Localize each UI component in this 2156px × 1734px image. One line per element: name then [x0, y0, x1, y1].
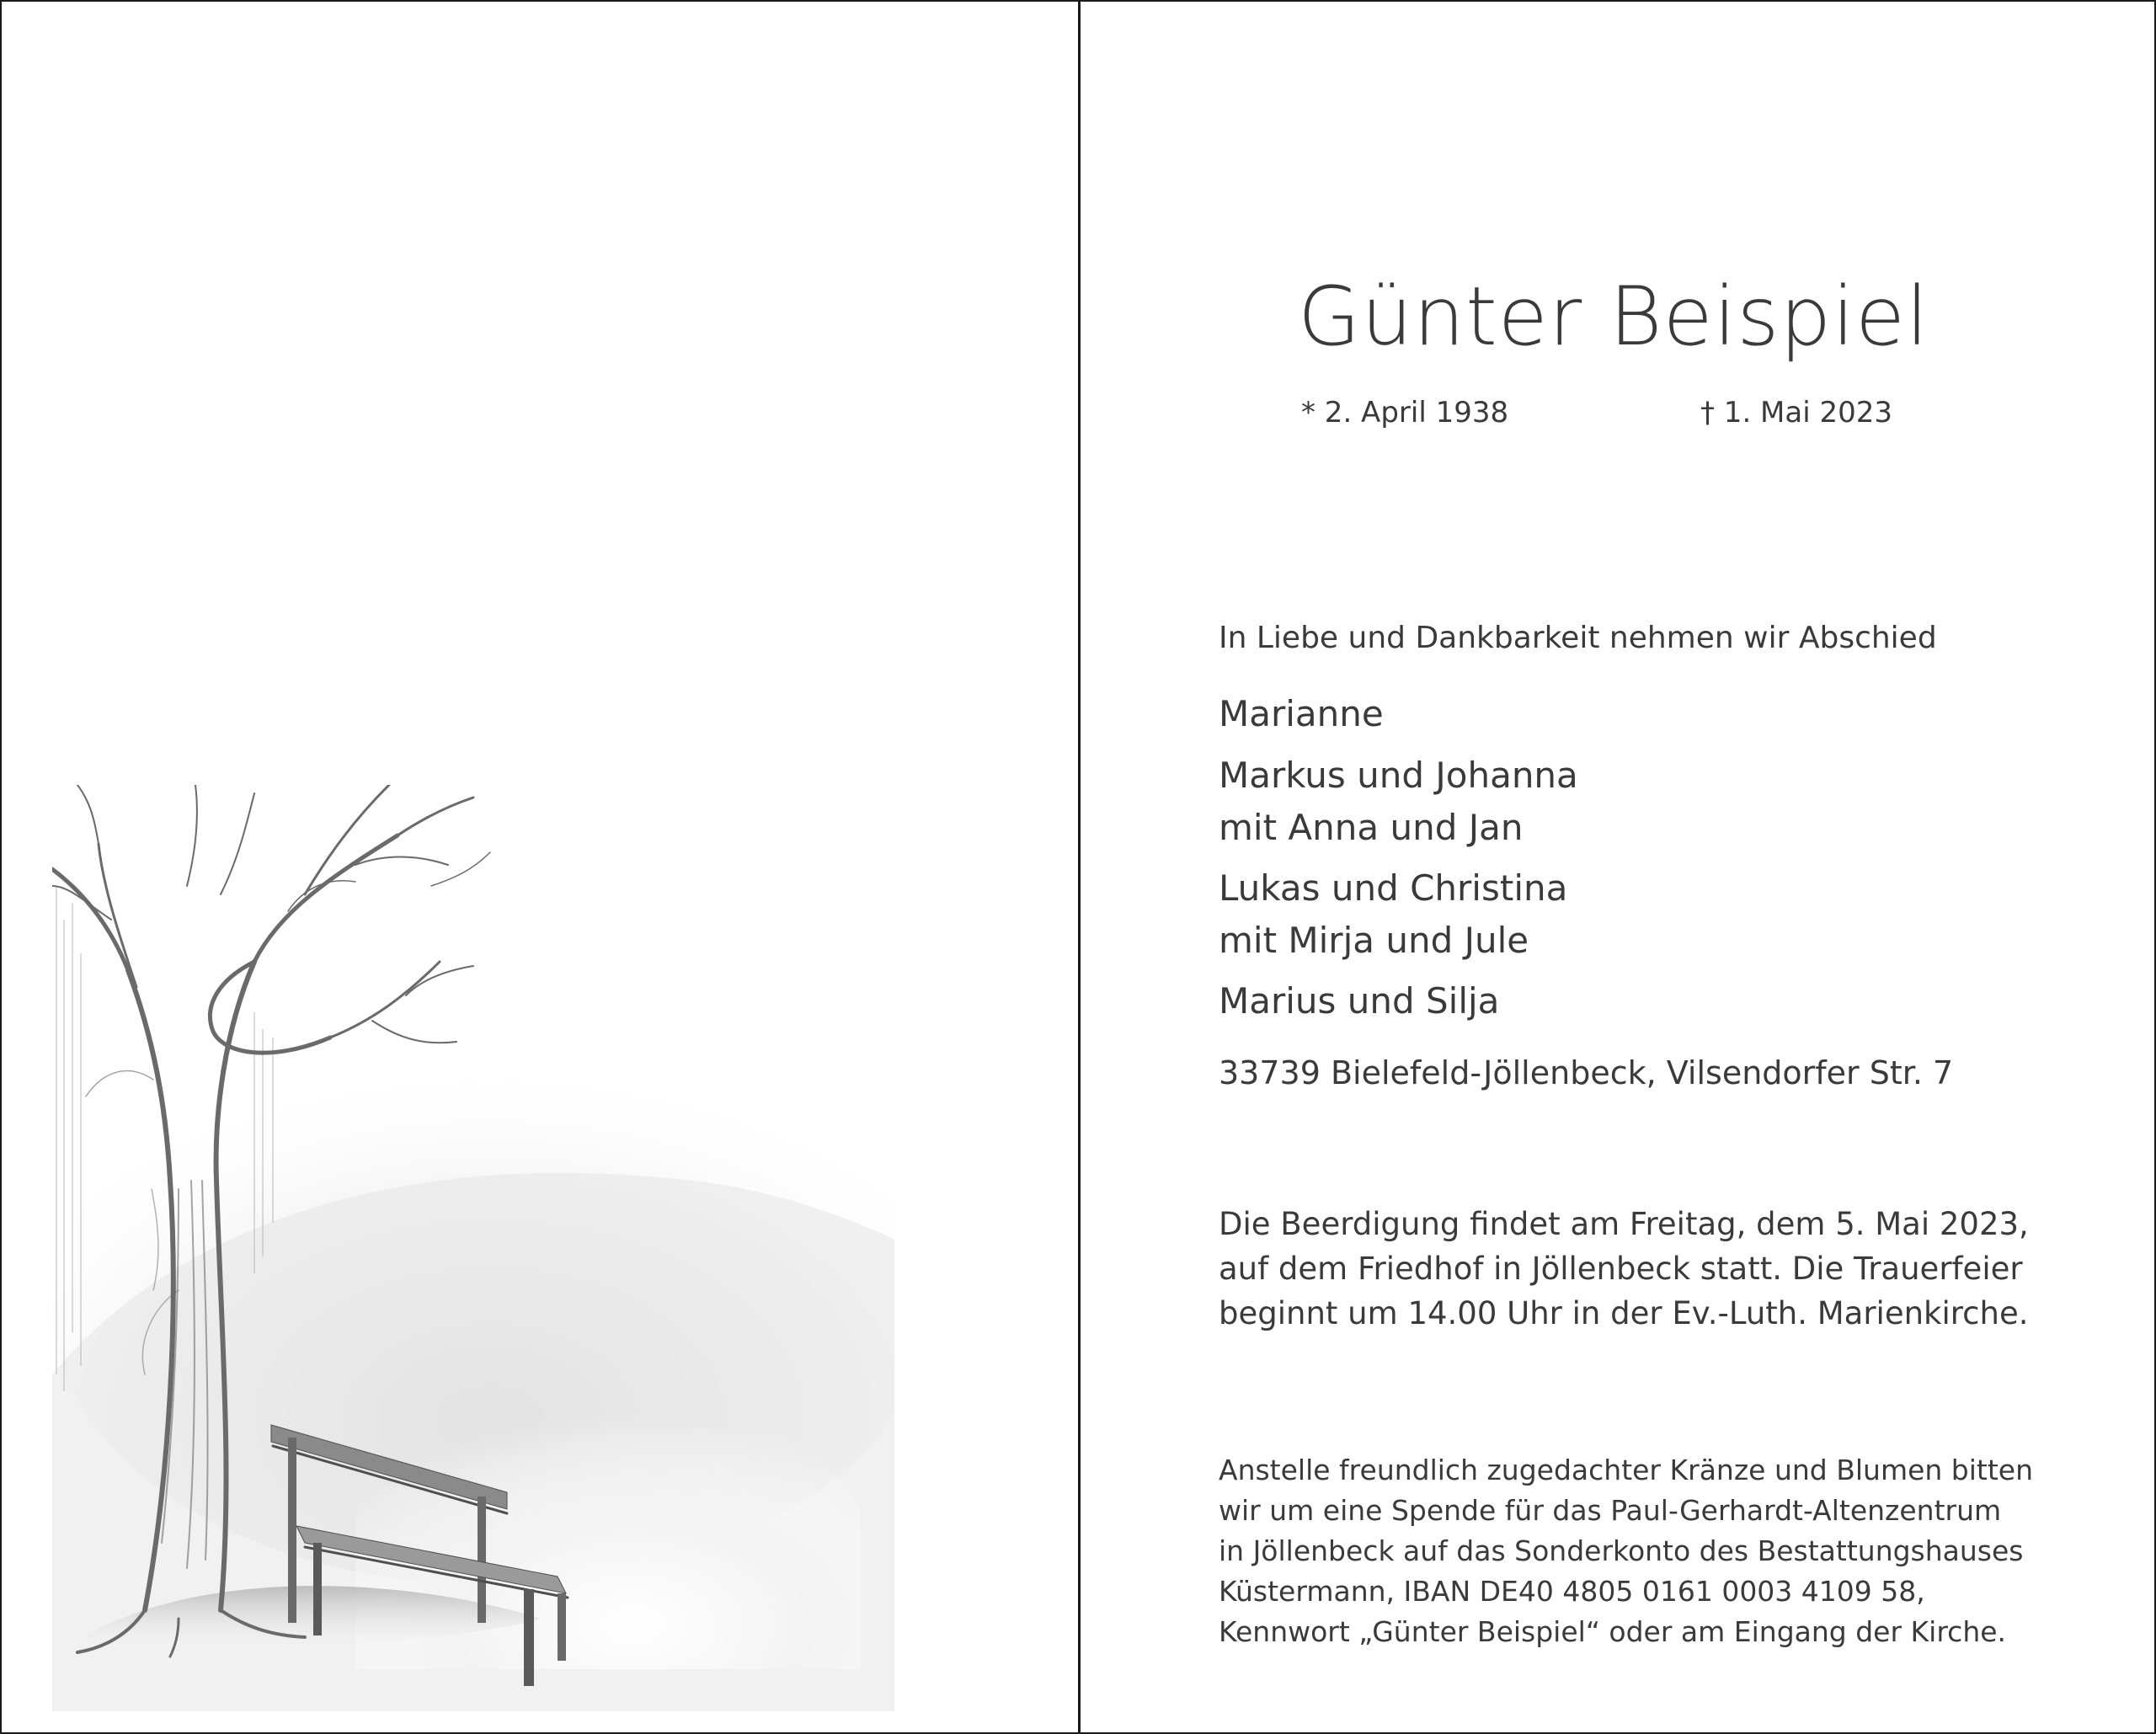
donation-notice: [1219, 1450, 2033, 1652]
funeral-line: beginnt um 14.00 Uhr in der Ev.-Luth. Marienkirche.: [1219, 1295, 2029, 1331]
birth-date: * 2. April 1938: [1301, 396, 1509, 429]
mourner-group-4: [1219, 975, 1499, 1027]
mourner-line: Markus und Johanna: [1219, 755, 1578, 796]
donation-line: wir um eine Spende für das Paul-Gerhardt-Altenzentrum: [1219, 1494, 2002, 1527]
donation-line: Kennwort „Günter Beispiel“ oder am Eingang der Kirche.: [1219, 1615, 2007, 1648]
farewell-intro: In Liebe und Dankbarkeit nehmen wir Abschied: [1219, 621, 1937, 655]
mourner-line: Lukas und Christina: [1219, 867, 1568, 909]
family-address: 33739 Bielefeld-Jöllenbeck, Vilsendorfer Str. 7: [1219, 1054, 1954, 1091]
donation-line: Küstermann, IBAN DE40 4805 0161 0003 4109 58,: [1219, 1575, 1925, 1608]
funeral-line: Die Beerdigung findet am Freitag, dem 5. Mai 2023,: [1219, 1206, 2029, 1242]
left-panel: [2, 2, 1078, 1732]
mourner-line: mit Mirja und Jule: [1219, 920, 1529, 961]
funeral-line: auf dem Friedhof in Jöllenbeck statt. Die Trauerfeier: [1219, 1251, 2023, 1287]
tree-bench-illustration: [52, 785, 894, 1711]
mourner-line: Marius und Silja: [1219, 980, 1500, 1022]
right-panel: [1081, 2, 2154, 1732]
funeral-notice: [1219, 1202, 2029, 1336]
donation-line: Anstelle freundlich zugedachter Kränze und Blumen bitten: [1219, 1454, 2034, 1486]
deceased-name: Günter Beispiel: [1298, 269, 1929, 364]
mourner-line: mit Anna und Jan: [1219, 807, 1524, 848]
mourner-line: Marianne: [1219, 693, 1384, 734]
donation-line: in Jöllenbeck auf das Sonderkonto des Bestattungshauses: [1219, 1534, 2024, 1567]
mourner-group-1: [1219, 688, 1384, 740]
death-date: † 1. Mai 2023: [1700, 396, 1893, 429]
mourner-group-2: [1219, 750, 1578, 854]
mourner-group-3: [1219, 862, 1567, 967]
